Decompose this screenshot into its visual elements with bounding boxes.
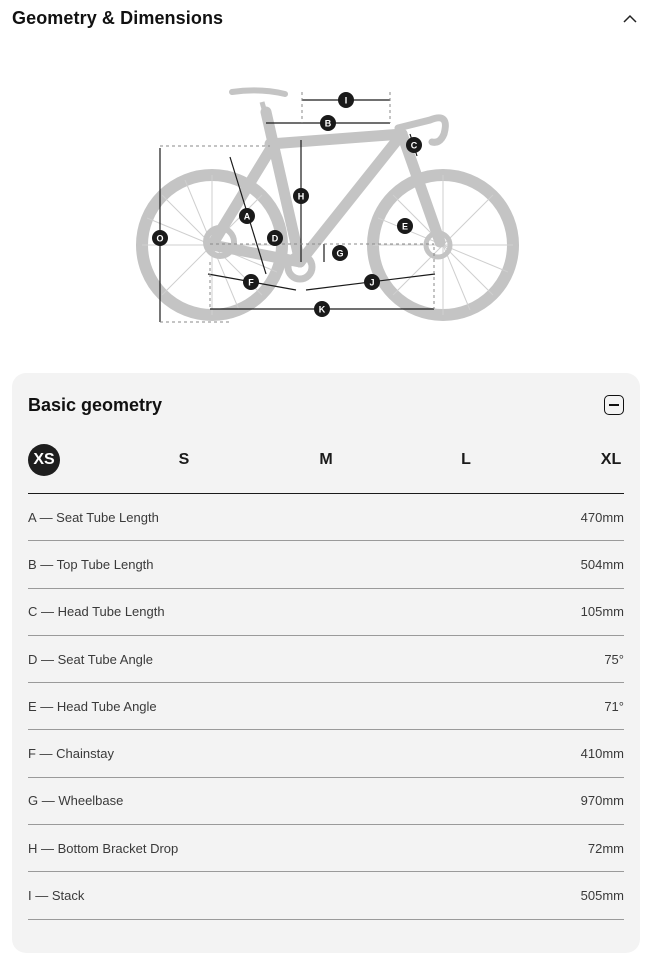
row-label: A — Seat Tube Length xyxy=(28,509,159,525)
row-value: 71° xyxy=(604,698,624,714)
row-value: 970mm xyxy=(580,793,624,809)
row-label: F — Chainstay xyxy=(28,746,114,762)
row-value: 105mm xyxy=(580,604,624,620)
svg-text:J: J xyxy=(369,277,375,288)
marker-d xyxy=(267,230,283,246)
svg-text:G: G xyxy=(336,248,344,259)
svg-text:I: I xyxy=(344,95,348,106)
card-title: Basic geometry xyxy=(28,394,163,415)
marker-a xyxy=(239,208,255,224)
card-header xyxy=(28,391,624,419)
row-value: 410mm xyxy=(580,746,624,762)
svg-text:F: F xyxy=(248,277,254,288)
marker-g xyxy=(314,301,330,317)
collapse-minus-icon[interactable] xyxy=(604,395,624,415)
row-value: 72mm xyxy=(587,840,624,856)
table-row xyxy=(28,872,624,919)
row-value: 75° xyxy=(604,651,624,667)
basic-geometry-card xyxy=(12,373,640,953)
size-tab-l[interactable]: L xyxy=(461,451,471,468)
marker-h xyxy=(332,245,348,261)
row-value: 470mm xyxy=(580,509,624,525)
table-row xyxy=(28,636,624,683)
row-value: 504mm xyxy=(580,556,624,572)
svg-text:E: E xyxy=(401,221,409,232)
row-value: 505mm xyxy=(580,888,624,904)
marker-c xyxy=(406,137,422,153)
svg-text:O: O xyxy=(156,233,164,244)
row-label: G — Wheelbase xyxy=(28,793,124,809)
svg-text:K: K xyxy=(318,304,326,315)
top-tube xyxy=(270,134,402,144)
row-label: E — Head Tube Angle xyxy=(28,698,157,714)
marker-f xyxy=(243,274,259,290)
marker-o xyxy=(152,230,168,246)
row-label: H — Bottom Bracket Drop xyxy=(28,840,179,856)
svg-text:B: B xyxy=(324,118,332,129)
marker-b xyxy=(320,115,336,131)
size-selector xyxy=(28,443,624,477)
size-tab-xl[interactable]: XL xyxy=(600,451,622,468)
row-label: D — Seat Tube Angle xyxy=(28,651,154,667)
svg-text:C: C xyxy=(410,140,418,151)
marker-e xyxy=(397,218,413,234)
table-row xyxy=(28,494,624,541)
marker-j xyxy=(338,92,354,108)
table-row xyxy=(28,541,624,588)
marker-i xyxy=(293,188,309,204)
section-header[interactable] xyxy=(12,0,640,36)
size-tab-xs[interactable]: XS xyxy=(28,444,60,476)
svg-text:A: A xyxy=(243,211,251,222)
chevron-up-icon[interactable] xyxy=(620,8,640,28)
size-tab-s[interactable]: S xyxy=(178,451,190,468)
svg-text:D: D xyxy=(271,233,279,244)
section-title: Geometry & Dimensions xyxy=(12,7,224,28)
size-tab-m[interactable]: M xyxy=(319,451,333,468)
svg-text:H: H xyxy=(297,191,305,202)
table-row xyxy=(28,683,624,730)
table-row xyxy=(28,778,624,825)
table-row xyxy=(28,825,624,872)
table-row xyxy=(28,730,624,777)
bike-illustration xyxy=(120,82,530,332)
row-label: C — Head Tube Length xyxy=(28,604,165,620)
table-row xyxy=(28,589,624,636)
marker-k xyxy=(364,274,380,290)
geometry-table xyxy=(28,494,624,920)
row-label: I — Stack xyxy=(28,888,85,904)
row-label: B — Top Tube Length xyxy=(28,556,154,572)
bike-geometry-diagram xyxy=(120,82,530,332)
